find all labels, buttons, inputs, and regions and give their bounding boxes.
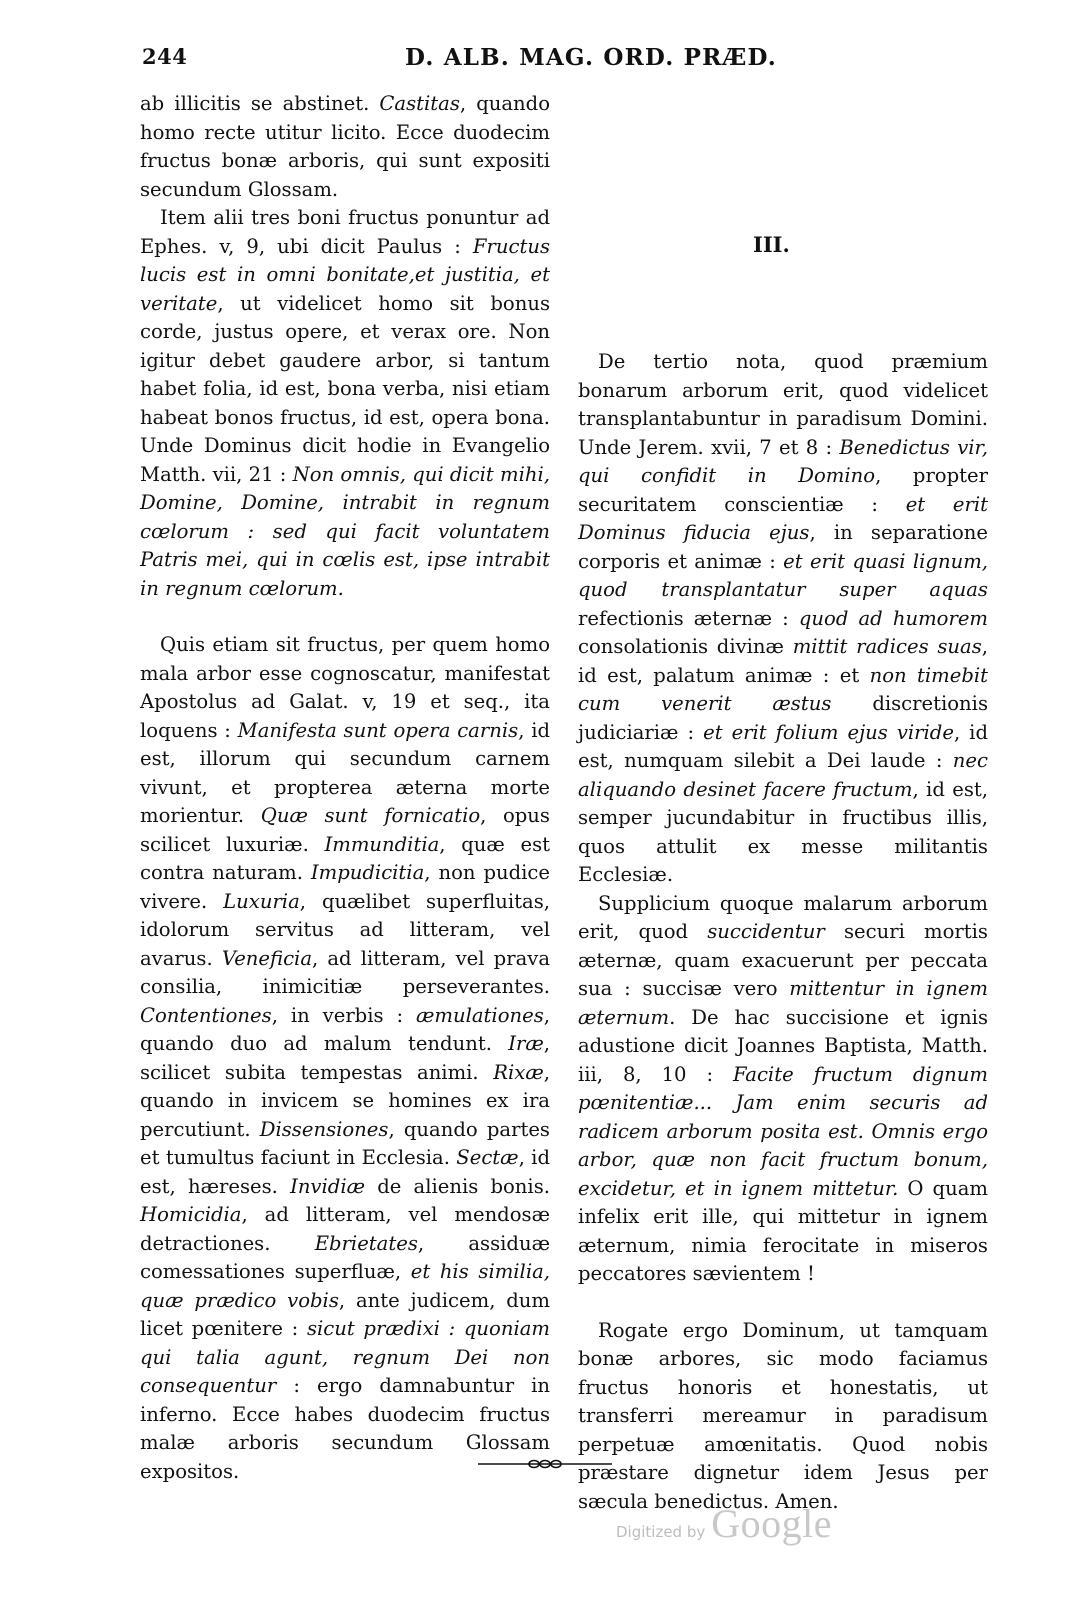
italic-run: Castitas <box>379 92 460 115</box>
google-logo: Google <box>711 1501 833 1546</box>
text-run: , non pudice vivere. <box>140 861 551 913</box>
italic-run: nec aliquando desinet facere fructum <box>578 749 988 801</box>
italic-run: succidentur <box>707 920 825 943</box>
italic-run: et erit quasi lignum, quod transplantatur super aquas <box>578 549 988 601</box>
italic-run: æmulationes <box>415 1003 544 1027</box>
text-run: discretionis judiciariæ : <box>578 692 988 744</box>
text-run: consolationis divinæ <box>578 635 793 658</box>
text-run: , scilicet subita tempestas animi. <box>140 1032 550 1084</box>
text-run: , id est, numquam silebit a Dei laude : <box>578 720 988 772</box>
italic-run: Rixæ <box>493 1060 544 1084</box>
text-run: , quælibet superfluitas, idolorum servitus ad litteram, vel avarus. <box>140 889 550 970</box>
text-run: , in separatione corporis et animæ : <box>578 521 988 573</box>
end-ornament <box>478 1456 612 1472</box>
watermark-prefix: Digitized by <box>616 1523 706 1541</box>
right-paragraph-3 <box>578 1317 988 1517</box>
text-run: , ante judicem, dum licet pœnitere : <box>140 1288 551 1340</box>
italic-run: et erit folium ejus viride <box>703 720 954 744</box>
text-run: Supplicium quoque malarum arborum erit, quod <box>578 891 988 943</box>
italic-run: sicut prædixi : quoniam qui talia agunt, regnum Dei non consequentur <box>140 1317 550 1397</box>
text-run: Rogate ergo Dominum, ut tamquam bonæ arbores, sic modo faciamus fructus honoris et honestatis, ut transferri mereamur in paradisum perpetuæ amœnitatis. Quod nobis præstare dignetur idem Jesus per sæcula benedictus. Amen. <box>578 1318 988 1513</box>
italic-run: Manifesta sunt opera carnis <box>237 718 519 742</box>
digitized-watermark <box>616 1500 832 1547</box>
text-run: , ut videlicet homo sit bonus corde, justus opere, et verax ore. Non igitur debet gaudere arbor, si tantum habet folia, id est, bona verba, nisi etiam habeat bonos fructus, id est, opera bona. Unde Dominus dicit hodie in Evangelio Matth. vii, 21 : <box>140 291 550 486</box>
left-column <box>140 90 550 1486</box>
right-paragraph-1 <box>578 348 988 890</box>
text-run: Item alii tres boni fructus ponuntur ad Ephes. v, 9, ubi dicit Paulus : <box>140 206 550 258</box>
italic-run: Fructus lucis est in omni bonitate,et justitia, et veritate <box>140 234 550 315</box>
text-run: , opus scilicet luxuriæ. <box>140 804 550 856</box>
text-run: refectionis æternæ : <box>578 606 799 630</box>
text-run: , quando homo recte utitur licito. Ecce duodecim fructus bonæ arboris, qui sunt expositi secundum Glossam. <box>140 92 550 201</box>
italic-run: Sectæ <box>456 1146 519 1169</box>
right-paragraph-2 <box>578 890 988 1289</box>
italic-run: non timebit cum venerit æstus <box>578 663 989 715</box>
italic-run: Immunditia <box>324 832 440 856</box>
page-number: 244 <box>142 44 188 69</box>
left-paragraph-2 <box>140 204 550 603</box>
text-run: , ad litteram, vel mendosæ detractiones. <box>140 1203 550 1255</box>
right-column <box>578 348 988 1516</box>
italic-run: Homicidia <box>140 1203 242 1226</box>
text-run: , id est, illorum qui secundum carnem vivunt, et propterea æterna morte morientur. <box>140 718 550 827</box>
text-run: , propter securitatem conscientiæ : <box>578 464 988 516</box>
text-run: : ergo damnabuntur in inferno. Ecce habes duodecim fructus malæ arboris secundum Glossam expositos. <box>140 1374 550 1483</box>
text-run: , id est, hæreses. <box>140 1146 550 1198</box>
text-run: , in verbis : <box>271 1003 416 1027</box>
text-run: , id est, palatum animæ : et <box>578 635 988 687</box>
italic-run: Veneficia <box>221 946 312 970</box>
italic-run: Quæ sunt fornicatio <box>260 804 481 827</box>
italic-run: quod ad humorem <box>798 606 988 630</box>
text-run: O quam infelix erit ille, qui mittetur in ignem æternum, nimia ferocitate in miseros peccatores sævientem ! <box>578 1176 988 1285</box>
text-run: , quando duo ad malum tendunt. <box>140 1003 550 1055</box>
italic-run: et his similia, quæ prædico vobis <box>140 1260 550 1312</box>
text-run: . De hac succisione et ignis adustione dicit Joannes Baptista, Matth. iii, 8, 10 : <box>578 1005 988 1086</box>
paragraph-gap <box>140 603 550 631</box>
text-run: , quando in invicem se homines ex ira percutiunt. <box>140 1060 550 1141</box>
text-run: , quando partes et tumultus faciunt in Ecclesia. <box>140 1117 550 1169</box>
italic-run: mittit radices suas <box>792 635 982 658</box>
italic-run: Luxuria <box>223 889 300 913</box>
italic-run: Benedictus vir, qui confidit in Domino <box>578 435 988 487</box>
text-run: Quis etiam sit fructus, per quem homo mala arbor esse cognoscatur, manifestat Apostolus ad Galat. v, 19 et seq., ita loquens : <box>140 633 550 742</box>
italic-run: Dissensiones <box>259 1117 389 1141</box>
text-run: , ad litteram, vel prava consilia, inimicitiæ perseverantes. <box>140 946 550 998</box>
italic-run: Ebrietates <box>314 1231 418 1255</box>
running-head: D. ALB. MAG. ORD. PRÆD. <box>405 44 777 71</box>
paragraph-gap <box>578 1289 988 1317</box>
text-run: ab illicitis se abstinet. <box>140 92 380 115</box>
text-run: , quæ est contra naturam. <box>140 832 550 884</box>
text-run: , id est, semper jucundabitur in fructibus illis, quos attulit ex messe militantis Ecclesiæ. <box>578 777 989 886</box>
section-number: III. <box>753 232 790 257</box>
italic-run: Facite fructum dignum pœnitentiæ... Jam enim securis ad radicem arborum posita est. Omnis ergo arbor, quæ non facit fructum bonum, excidetur, et in ignem mittetur. <box>578 1062 988 1200</box>
italic-run: et erit Dominus fiducia ejus <box>578 492 988 544</box>
left-paragraph-3 <box>140 631 550 1486</box>
text-run: de alienis bonis. <box>365 1174 550 1198</box>
italic-run: Non omnis, qui dicit mihi, Domine, Domine, intrabit in regnum cœlorum : sed qui facit voluntatem Patris mei, qui in cœlis est, ipse intrabit in regnum cœlorum. <box>140 462 550 600</box>
left-paragraph-1 <box>140 90 550 204</box>
text-run: securi mortis æternæ, quam exacuerunt per peccata sua : succisæ vero <box>578 920 988 1000</box>
italic-run: mittentur in ignem æternum <box>578 977 988 1029</box>
italic-run: Impudicitia <box>310 861 425 884</box>
text-run: , assiduæ comessationes superfluæ, <box>140 1231 550 1283</box>
italic-run: Contentiones <box>140 1003 272 1027</box>
italic-run: Iræ <box>508 1032 544 1055</box>
text-run: De tertio nota, quod præmium bonarum arborum erit, quod videlicet transplantabuntur in paradisum Domini. Unde Jerem. xvii, 7 et 8 : <box>578 350 988 459</box>
italic-run: Invidiæ <box>290 1174 365 1198</box>
